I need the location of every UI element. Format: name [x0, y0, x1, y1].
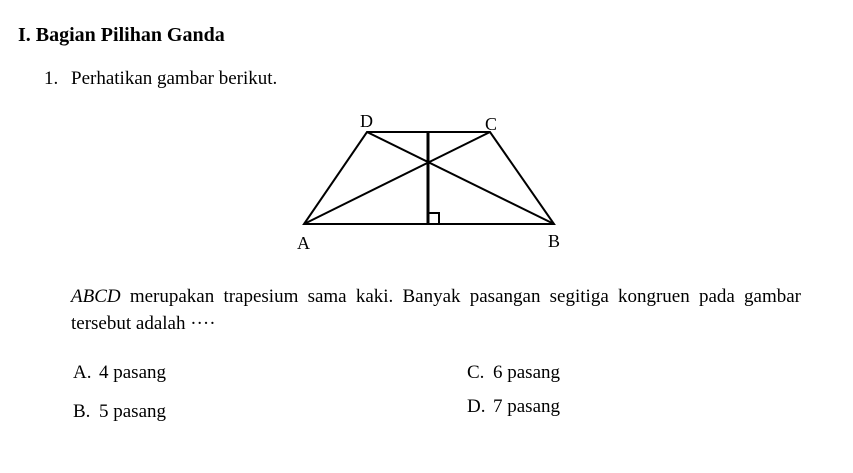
option-d[interactable]	[467, 396, 560, 418]
label-d: D	[360, 111, 373, 131]
section-title: I. Bagian Pilihan Ganda	[18, 24, 225, 46]
label-c: C	[485, 114, 498, 134]
question-prompt: Perhatikan gambar berikut.	[71, 68, 278, 89]
label-a: A	[297, 233, 310, 253]
question-prompt-line	[44, 68, 277, 90]
option-c-letter: C.	[467, 362, 485, 383]
option-a[interactable]	[73, 362, 166, 384]
option-c-text: 6 pasang	[493, 362, 561, 383]
option-b[interactable]	[73, 401, 166, 423]
option-b-text: 5 pasang	[99, 401, 167, 422]
option-b-letter: B.	[73, 401, 91, 422]
label-b: B	[548, 231, 561, 251]
statement-rest: merupakan trapesium sama kaki. Banyak pasangan segitiga kongruen pada gambar tersebut adalah ····	[71, 286, 801, 334]
question-number: 1.	[44, 68, 59, 89]
right-angle-mark	[428, 213, 439, 224]
statement-italic: ABCD	[71, 286, 121, 307]
option-a-text: 4 pasang	[99, 362, 167, 383]
question-statement	[71, 283, 801, 337]
option-d-text: 7 pasang	[493, 396, 561, 417]
trapezoid-figure	[290, 108, 580, 258]
option-a-letter: A.	[73, 362, 92, 383]
option-c[interactable]	[467, 362, 560, 384]
option-d-letter: D.	[467, 396, 486, 417]
